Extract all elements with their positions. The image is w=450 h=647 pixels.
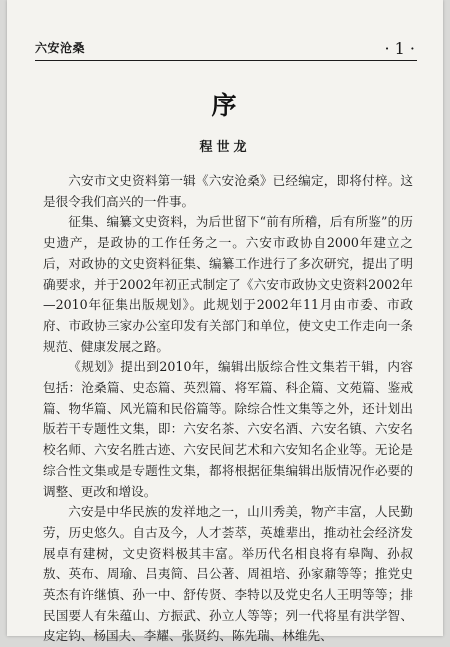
paragraph: 六安市文史资料第一辑《六安沧桑》已经编定，即将付梓。这是很令我们高兴的一件事。 xyxy=(43,173,413,209)
page-number: · 1 · xyxy=(384,39,415,58)
paragraph: 征集、编纂文史资料，为后世留下“前有所稽，后有所鉴”的历史遗产，是政协的工作任务之一。六安市政协自2000年建立之后，对政协的文史资料征集、编纂工作进行了多次研究，提出了明确要求，并于2002年初正式制定了《六安市政协文史资料2002年—2010年征集出版规划》。此规划于2002年11月由市委、市政府、市政协三家办公室印发有关部门和单位，使文史工作走向一条规范、健康发展之路。 xyxy=(43,214,413,354)
book-page xyxy=(7,0,443,644)
paragraph: 六安是中华民族的发祥地之一，山川秀美，物产丰富，人民勤劳，历史悠久。自古及今，人才荟萃，英雄辈出，推动社会经济发展卓有建树，文史资料极其丰富。举历代名相良将有皋陶、孙叔敖、英布、周瑜、吕夷简、吕公著、周祖培、孙家鼐等等；推党史英杰有许继慎、孙一中、舒传贤、李特以及党史名人王明等等；排民国要人有朱蕴山、方振武、孙立人等等；列一代将星有洪学智、皮定钧、杨国夫、李耀、张贤约、陈先瑞、林维先、 xyxy=(43,504,413,644)
preface-body xyxy=(43,171,413,647)
running-header xyxy=(35,40,417,61)
running-title: 六安沧桑 xyxy=(35,41,86,55)
preface-heading: 序 xyxy=(211,91,239,120)
author-name: 程世龙 xyxy=(199,140,251,155)
paragraph: 《规划》提出到2010年，编辑出版综合性文集若干辑，内容包括：沧桑篇、史态篇、英烈篇、将军篇、科企篇、文苑篇、鉴戒篇、物华篇、风光篇和民俗篇等。除综合性文集等之外，还计划出版若干专题性文集，即：六安名茶、六安名酒、六安名镇、六安名校名师、六安名胜古迹、六安民间艺术和六安知名企业等。无论是综合性文集或是专题性文集，都将根据征集编辑出版情况作必要的调整、更改和增设。 xyxy=(43,359,413,499)
